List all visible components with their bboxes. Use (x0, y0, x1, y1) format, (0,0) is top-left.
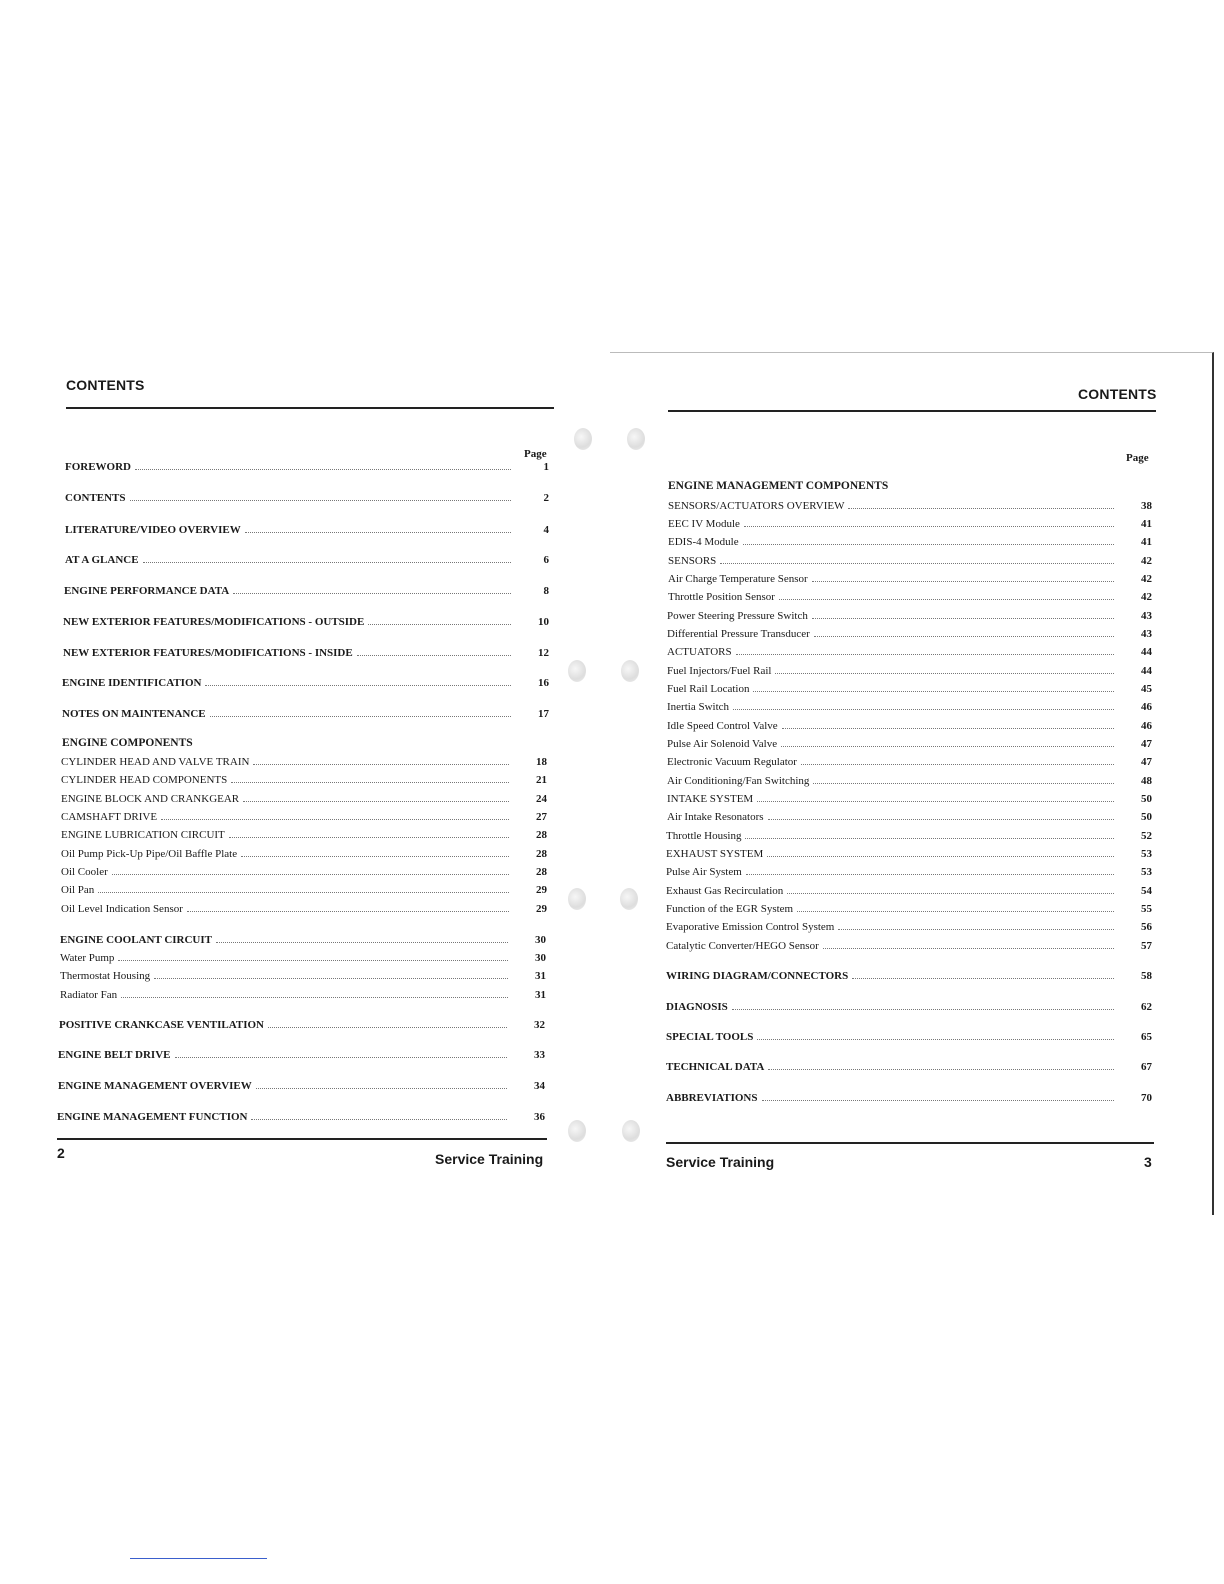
toc-entry[interactable] (668, 555, 1152, 567)
toc-entry-page: 45 (1141, 683, 1152, 695)
toc-entry[interactable] (65, 461, 549, 473)
toc-entry-label: CAMSHAFT DRIVE (61, 811, 158, 823)
toc-entry-page: 53 (1141, 866, 1152, 878)
toc-entry-label: CYLINDER HEAD COMPONENTS (61, 774, 228, 786)
toc-entry[interactable] (667, 775, 1152, 787)
toc-entry[interactable] (667, 701, 1152, 713)
toc-entry-label: SENSORS/ACTUATORS OVERVIEW (668, 500, 845, 512)
toc-entry[interactable] (667, 628, 1152, 640)
toc-entry-page: 46 (1141, 720, 1152, 732)
toc-entry[interactable] (65, 554, 549, 566)
dot-leader (801, 763, 1114, 765)
toc-entry[interactable] (666, 1061, 1152, 1073)
toc-entry-label: Radiator Fan (60, 989, 118, 1001)
toc-entry-label: Oil Cooler (61, 866, 108, 878)
punch-hole (568, 888, 586, 910)
dot-leader (736, 653, 1114, 655)
dot-leader (812, 580, 1114, 582)
left-page-column-label: Page (524, 448, 547, 460)
dot-leader (768, 818, 1114, 820)
dot-leader (733, 708, 1114, 710)
toc-entry[interactable] (61, 774, 547, 786)
toc-entry-label: AT A GLANCE (65, 554, 139, 566)
toc-entry[interactable] (64, 585, 549, 597)
dot-leader (767, 855, 1114, 857)
toc-entry-label: Water Pump (60, 952, 115, 964)
toc-entry-label: Thermostat Housing (60, 970, 151, 982)
section-heading-engine-components: ENGINE COMPONENTS (62, 737, 193, 749)
toc-entry-page: 16 (538, 677, 549, 689)
toc-entry-label: NOTES ON MAINTENANCE (62, 708, 206, 720)
toc-entry[interactable] (668, 500, 1152, 512)
toc-entry-label: Inertia Switch (667, 701, 730, 713)
toc-entry[interactable] (61, 848, 547, 860)
dot-leader (130, 499, 511, 501)
toc-entry-label: SENSORS (668, 555, 717, 567)
toc-entry-label: ENGINE MANAGEMENT OVERVIEW (58, 1080, 252, 1092)
toc-entry-page: 27 (536, 811, 547, 823)
toc-entry[interactable] (666, 848, 1152, 860)
toc-entry-page: 44 (1141, 665, 1152, 677)
toc-entry[interactable] (667, 665, 1152, 677)
toc-entry-page: 28 (536, 848, 547, 860)
toc-entry-page: 47 (1141, 756, 1152, 768)
toc-entry[interactable] (667, 811, 1152, 823)
section-heading-engine-management: ENGINE MANAGEMENT COMPONENTS (668, 480, 889, 492)
toc-entry-label: WIRING DIAGRAM/CONNECTORS (666, 970, 849, 982)
right-page-heading: CONTENTS (1078, 386, 1157, 402)
toc-entry-label: EXHAUST SYSTEM (666, 848, 764, 860)
toc-entry-label: ENGINE PERFORMANCE DATA (64, 585, 230, 597)
dot-leader (838, 928, 1114, 930)
toc-entry[interactable] (61, 884, 547, 896)
right-footer-title: Service Training (666, 1154, 775, 1170)
toc-entry-label: ENGINE COOLANT CIRCUIT (60, 934, 212, 946)
toc-entry-label: Exhaust Gas Recirculation (666, 885, 784, 897)
toc-entry-page: 28 (536, 866, 547, 878)
toc-entry-label: Pulse Air System (666, 866, 742, 878)
toc-entry-page: 41 (1141, 518, 1152, 530)
toc-entry-label: DIAGNOSIS (666, 1001, 728, 1013)
dot-leader (797, 910, 1114, 912)
toc-entry[interactable] (667, 683, 1152, 695)
toc-entry-page: 65 (1141, 1031, 1152, 1043)
dot-leader (852, 977, 1114, 979)
toc-entry-page: 55 (1141, 903, 1152, 915)
dot-leader (757, 1038, 1114, 1040)
toc-entry[interactable] (666, 903, 1152, 915)
toc-entry-label: POSITIVE CRANKCASE VENTILATION (59, 1019, 264, 1031)
toc-entry[interactable] (65, 492, 549, 504)
toc-entry-page: 46 (1141, 701, 1152, 713)
toc-entry-label: Throttle Position Sensor (668, 591, 775, 603)
toc-entry-label: SPECIAL TOOLS (666, 1031, 754, 1043)
toc-entry[interactable] (666, 940, 1152, 952)
toc-entry-page: 24 (536, 793, 547, 805)
toc-entry[interactable] (668, 518, 1152, 530)
dot-leader (814, 635, 1114, 637)
toc-entry-label: Idle Speed Control Valve (667, 720, 778, 732)
toc-entry[interactable] (61, 756, 547, 768)
dot-leader (746, 873, 1114, 875)
toc-entry-label: Throttle Housing (666, 830, 742, 842)
toc-entry-page: 18 (536, 756, 547, 768)
toc-entry-page: 47 (1141, 738, 1152, 750)
toc-entry[interactable] (667, 793, 1152, 805)
toc-entry[interactable] (60, 934, 546, 946)
toc-entry-label: NEW EXTERIOR FEATURES/MODIFICATIONS - INSIDE (63, 647, 353, 659)
toc-entry-label: ENGINE IDENTIFICATION (62, 677, 202, 689)
toc-entry-label: ACTUATORS (667, 646, 732, 658)
toc-entry[interactable] (61, 866, 547, 878)
toc-entry-label: Oil Pan (61, 884, 95, 896)
toc-entry-label: CONTENTS (65, 492, 126, 504)
toc-entry-label: EDIS-4 Module (668, 536, 739, 548)
dot-leader (175, 1056, 508, 1058)
toc-entry-page: 50 (1141, 811, 1152, 823)
toc-entry-label: ENGINE BELT DRIVE (58, 1049, 171, 1061)
punch-hole (568, 660, 586, 682)
toc-entry-page: 50 (1141, 793, 1152, 805)
toc-entry-page: 2 (543, 492, 549, 504)
toc-entry-label: Oil Pump Pick-Up Pipe/Oil Baffle Plate (61, 848, 238, 860)
toc-entry-page: 52 (1141, 830, 1152, 842)
dot-leader (357, 654, 511, 656)
left-heading-rule (66, 407, 554, 409)
dot-leader (112, 873, 509, 875)
toc-entry-label: LITERATURE/VIDEO OVERVIEW (65, 524, 241, 536)
dot-leader (775, 672, 1114, 674)
toc-entry[interactable] (62, 677, 549, 689)
toc-entry[interactable] (666, 970, 1152, 982)
toc-entry-page: 56 (1141, 921, 1152, 933)
toc-entry[interactable] (667, 720, 1152, 732)
left-footer-title: Service Training (435, 1151, 544, 1167)
toc-entry-label: CYLINDER HEAD AND VALVE TRAIN (61, 756, 250, 768)
toc-entry[interactable] (666, 921, 1152, 933)
toc-entry-page: 42 (1141, 591, 1152, 603)
dot-leader (135, 468, 511, 470)
toc-entry[interactable] (668, 536, 1152, 548)
toc-entry[interactable] (668, 591, 1152, 603)
dot-leader (813, 782, 1114, 784)
right-page (610, 352, 1214, 1215)
dot-leader (256, 1087, 507, 1089)
left-footer-rule (57, 1138, 547, 1140)
toc-entry[interactable] (668, 573, 1152, 585)
toc-entry[interactable] (667, 756, 1152, 768)
toc-entry-label: NEW EXTERIOR FEATURES/MODIFICATIONS - OUTSIDE (63, 616, 365, 628)
dot-leader (251, 1118, 507, 1120)
dot-leader (743, 543, 1114, 545)
toc-entry-page: 36 (534, 1111, 545, 1123)
dot-leader (720, 562, 1114, 564)
toc-entry-label: INTAKE SYSTEM (667, 793, 754, 805)
toc-entry-page: 43 (1141, 610, 1152, 622)
toc-entry-page: 29 (536, 903, 547, 915)
left-page-heading: CONTENTS (66, 377, 145, 393)
toc-entry-page: 1 (543, 461, 549, 473)
toc-entry-page: 31 (535, 970, 546, 982)
toc-entry[interactable] (60, 970, 546, 982)
dot-leader (233, 592, 511, 594)
dot-leader (779, 598, 1114, 600)
dot-leader (732, 1008, 1114, 1010)
toc-entry[interactable] (60, 952, 546, 964)
toc-entry-page: 67 (1141, 1061, 1152, 1073)
toc-entry-label: Power Steering Pressure Switch (667, 610, 808, 622)
dot-leader (98, 891, 509, 893)
right-footer-page-number: 3 (1144, 1154, 1152, 1170)
toc-entry-label: EEC IV Module (668, 518, 740, 530)
dot-leader (753, 690, 1114, 692)
toc-entry-label: Evaporative Emission Control System (666, 921, 835, 933)
toc-entry-page: 43 (1141, 628, 1152, 640)
toc-entry-label: Air Intake Resonators (667, 811, 764, 823)
toc-entry-page: 4 (543, 524, 549, 536)
toc-entry-page: 44 (1141, 646, 1152, 658)
bottom-blue-line (130, 1558, 267, 1559)
dot-leader (823, 947, 1114, 949)
toc-entry-label: TECHNICAL DATA (666, 1061, 765, 1073)
toc-entry[interactable] (61, 903, 547, 915)
toc-entry-label: ENGINE MANAGEMENT FUNCTION (57, 1111, 248, 1123)
punch-hole (574, 428, 592, 450)
toc-entry-label: Catalytic Converter/HEGO Sensor (666, 940, 819, 952)
toc-entry[interactable] (65, 524, 549, 536)
dot-leader (241, 855, 509, 857)
toc-entry-page: 32 (534, 1019, 545, 1031)
dot-leader (848, 507, 1114, 509)
toc-entry-page: 12 (538, 647, 549, 659)
toc-entry-page: 30 (535, 934, 546, 946)
toc-entry[interactable] (667, 738, 1152, 750)
toc-entry-label: Pulse Air Solenoid Valve (667, 738, 778, 750)
toc-entry[interactable] (666, 866, 1152, 878)
toc-entry[interactable] (666, 830, 1152, 842)
toc-entry[interactable] (666, 885, 1152, 897)
toc-entry-page: 62 (1141, 1001, 1152, 1013)
toc-entry-label: Electronic Vacuum Regulator (667, 756, 797, 768)
toc-entry-page: 70 (1141, 1092, 1152, 1104)
dot-leader (812, 617, 1114, 619)
toc-entry-page: 57 (1141, 940, 1152, 952)
dot-leader (205, 684, 511, 686)
toc-entry[interactable] (58, 1080, 545, 1092)
dot-leader (121, 996, 508, 998)
dot-leader (745, 837, 1114, 839)
toc-entry-page: 28 (536, 829, 547, 841)
toc-entry-page: 8 (543, 585, 549, 597)
toc-entry[interactable] (57, 1111, 545, 1123)
toc-entry[interactable] (666, 1001, 1152, 1013)
dot-leader (253, 763, 509, 765)
dot-leader (161, 818, 509, 820)
toc-entry[interactable] (61, 829, 547, 841)
toc-entry-label: Fuel Injectors/Fuel Rail (667, 665, 772, 677)
toc-entry-page: 31 (535, 989, 546, 1001)
toc-entry[interactable] (667, 646, 1152, 658)
toc-entry-label: Differential Pressure Transducer (667, 628, 810, 640)
toc-entry-page: 33 (534, 1049, 545, 1061)
left-page (0, 352, 610, 1212)
toc-entry[interactable] (62, 708, 549, 720)
dot-leader (154, 977, 508, 979)
toc-entry-page: 48 (1141, 775, 1152, 787)
toc-entry[interactable] (61, 811, 547, 823)
right-footer-rule (666, 1142, 1154, 1144)
dot-leader (210, 715, 511, 717)
toc-entry-page: 17 (538, 708, 549, 720)
dot-leader (787, 892, 1114, 894)
dot-leader (187, 910, 509, 912)
toc-entry-page: 10 (538, 616, 549, 628)
toc-entry[interactable] (667, 610, 1152, 622)
punch-hole (568, 1120, 586, 1142)
dot-leader (118, 959, 508, 961)
dot-leader (762, 1099, 1115, 1101)
dot-leader (245, 531, 511, 533)
dot-leader (243, 800, 509, 802)
dot-leader (782, 727, 1114, 729)
toc-entry[interactable] (61, 793, 547, 805)
right-heading-rule (668, 410, 1156, 412)
toc-entry-page: 58 (1141, 970, 1152, 982)
dot-leader (231, 781, 509, 783)
toc-entry[interactable] (666, 1031, 1152, 1043)
toc-entry-label: ABBREVIATIONS (666, 1092, 758, 1104)
toc-entry-label: Fuel Rail Location (667, 683, 750, 695)
toc-entry[interactable] (58, 1049, 545, 1061)
toc-entry-page: 34 (534, 1080, 545, 1092)
dot-leader (229, 836, 509, 838)
toc-entry-page: 29 (536, 884, 547, 896)
toc-entry-page: 42 (1141, 573, 1152, 585)
dot-leader (781, 745, 1114, 747)
toc-entry-page: 6 (543, 554, 549, 566)
dot-leader (757, 800, 1114, 802)
dot-leader (368, 623, 511, 625)
toc-entry-label: Air Conditioning/Fan Switching (667, 775, 810, 787)
dot-leader (744, 525, 1114, 527)
toc-entry-page: 30 (535, 952, 546, 964)
toc-entry-label: ENGINE BLOCK AND CRANKGEAR (61, 793, 240, 805)
right-page-column-label: Page (1126, 452, 1149, 464)
toc-entry-page: 38 (1141, 500, 1152, 512)
toc-entry-label: FOREWORD (65, 461, 131, 473)
toc-entry[interactable] (60, 989, 546, 1001)
dot-leader (768, 1068, 1114, 1070)
dot-leader (216, 941, 508, 943)
toc-entry[interactable] (666, 1092, 1152, 1104)
toc-entry-page: 54 (1141, 885, 1152, 897)
toc-entry-label: Air Charge Temperature Sensor (668, 573, 808, 585)
toc-entry-label: Function of the EGR System (666, 903, 794, 915)
toc-entry-page: 41 (1141, 536, 1152, 548)
toc-entry-page: 21 (536, 774, 547, 786)
dot-leader (143, 561, 511, 563)
toc-entry-page: 53 (1141, 848, 1152, 860)
toc-entry-label: ENGINE LUBRICATION CIRCUIT (61, 829, 225, 841)
dot-leader (268, 1026, 507, 1028)
left-footer-page-number: 2 (57, 1145, 65, 1161)
toc-entry[interactable] (63, 647, 549, 659)
toc-entry[interactable] (63, 616, 549, 628)
toc-entry-page: 42 (1141, 555, 1152, 567)
toc-entry-label: Oil Level Indication Sensor (61, 903, 183, 915)
toc-entry[interactable] (59, 1019, 545, 1031)
